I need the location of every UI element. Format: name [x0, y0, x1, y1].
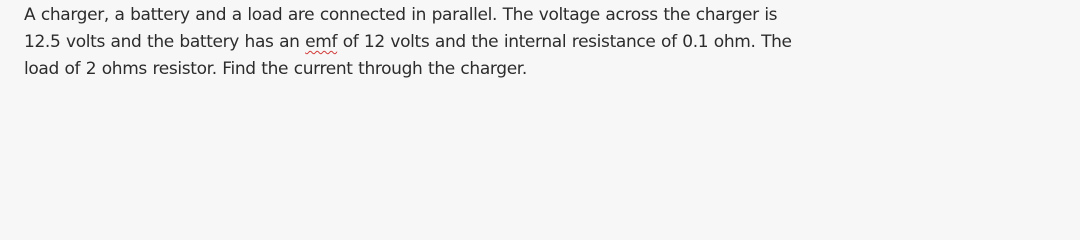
document-page: [0, 0, 1080, 116]
problem-line-3: load of 2 ohms resistor. Find the current through the charger.: [24, 59, 527, 79]
problem-line-2-end: of 12 volts and the internal resistance of 0.1 ohm. The: [337, 32, 792, 52]
problem-statement: [24, 2, 1064, 83]
spellcheck-flagged-word: emf: [305, 32, 338, 52]
problem-line-1: A charger, a battery and a load are connected in parallel. The voltage across the charger is: [24, 5, 778, 25]
problem-line-2: [24, 29, 1064, 56]
problem-line-2-start: 12.5 volts and the battery has an: [24, 32, 306, 52]
